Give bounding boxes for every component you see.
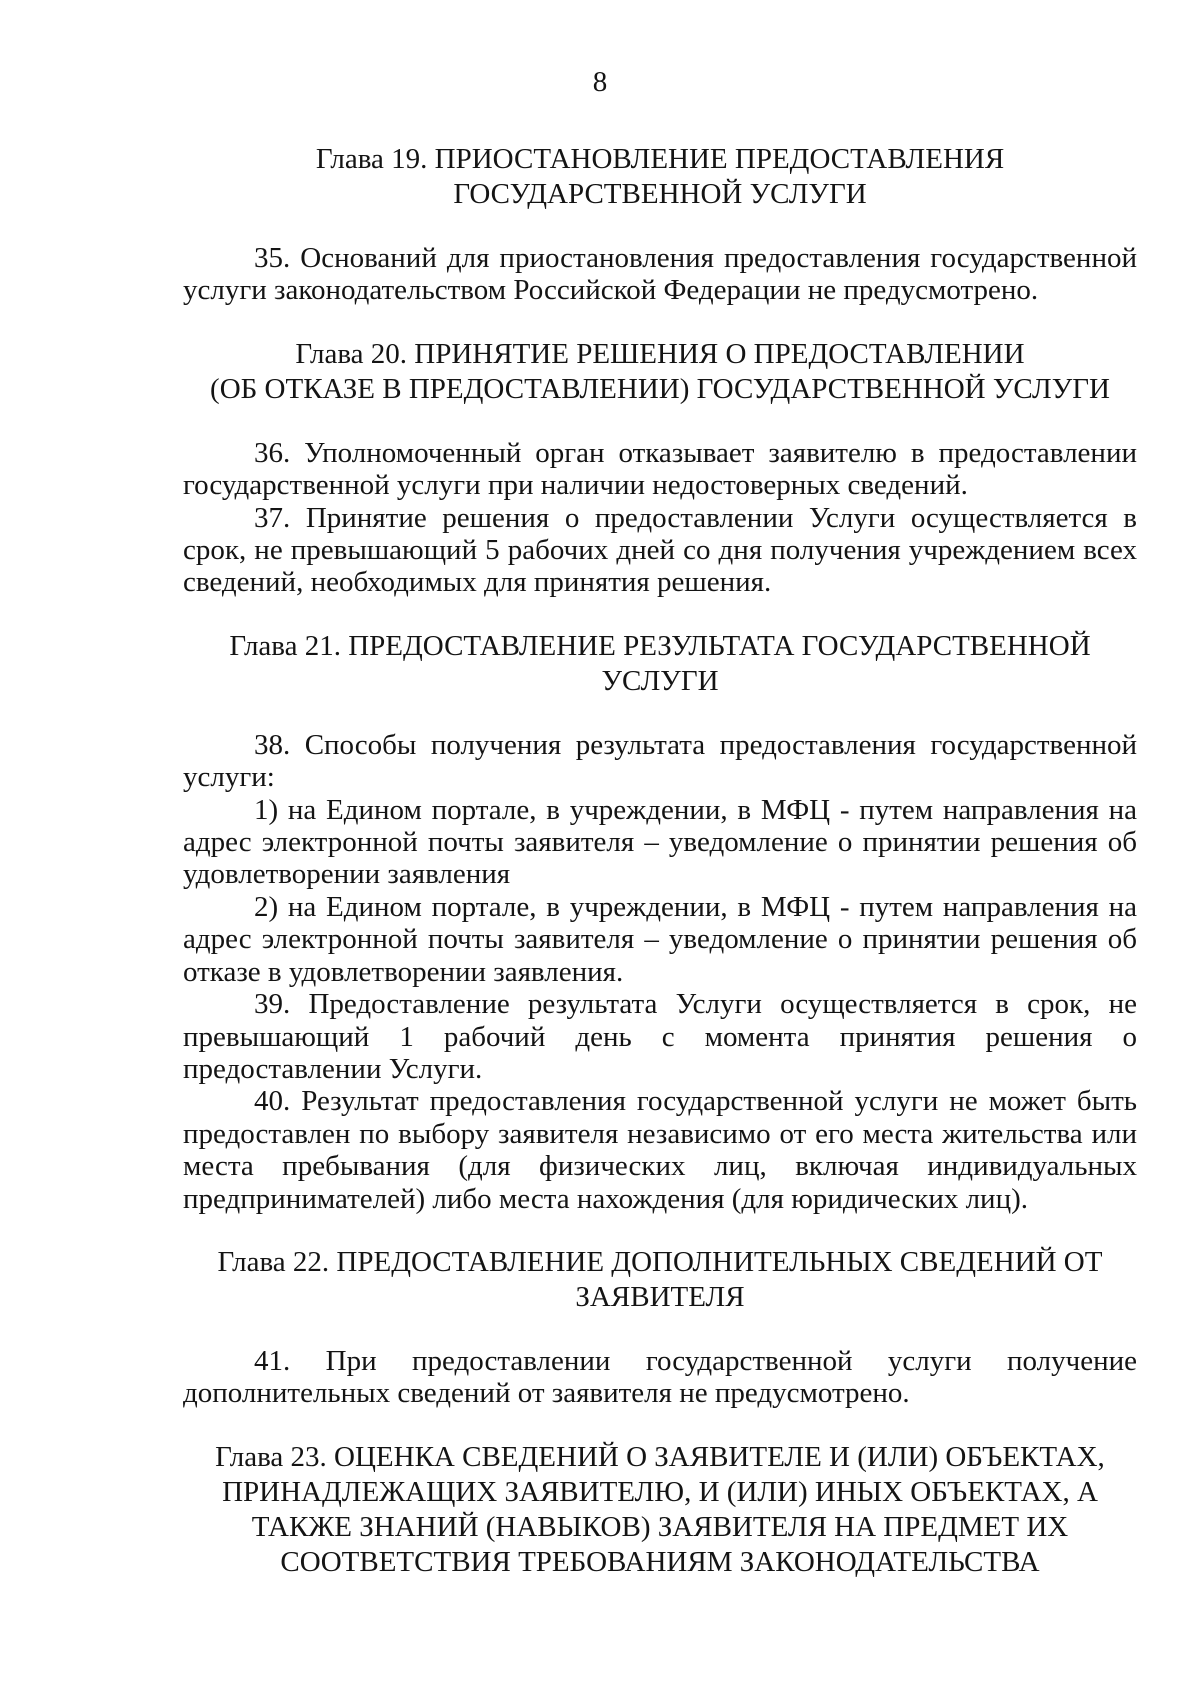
heading-line: ТАКЖЕ ЗНАНИЙ (НАВЫКОВ) ЗАЯВИТЕЛЯ НА ПРЕДМЕТ ИХ	[251, 1510, 1069, 1543]
heading-line: УСЛУГИ	[601, 664, 719, 697]
heading-line: Глава 22. ПРЕДОСТАВЛЕНИЕ ДОПОЛНИТЕЛЬНЫХ СВЕДЕНИЙ ОТ	[217, 1245, 1103, 1278]
paragraph-35: 35. Оснований для приостановления предоставления государственной услуги законодательством Российской Федерации не предусмотрено.	[183, 242, 1137, 307]
list-item-2: 2) на Едином портале, в учреждении, в МФЦ - путем направления на адрес электронной почты заявителя – уведомление о принятии решения об отказе в удовлетворении заявления.	[183, 890, 1137, 988]
chapter-19	[183, 142, 1137, 307]
paragraph-39: 39. Предоставление результата Услуги осуществляется в срок, не превышающий 1 рабочий день с момента принятия решения о предоставлении Услуги.	[183, 988, 1137, 1085]
chapter-22	[183, 1245, 1137, 1410]
chapter-heading	[183, 1245, 1137, 1315]
list-item-1: 1) на Едином портале, в учреждении, в МФЦ - путем направления на адрес электронной почты заявителя – уведомление о принятии решения об удовлетворении заявления	[183, 793, 1137, 891]
paragraph-41: 41. При предоставлении государственной услуги получение дополнительных сведений от заявителя не предусмотрено.	[183, 1344, 1137, 1410]
heading-line: ГОСУДАРСТВЕННОЙ УСЛУГИ	[453, 178, 867, 210]
paragraph-38: 38. Способы получения результата предоставления государственной услуги:	[183, 728, 1137, 794]
document-body	[183, 142, 1137, 1580]
chapter-23	[183, 1440, 1137, 1580]
chapter-20	[183, 337, 1137, 599]
heading-line: Глава 19. ПРИОСТАНОВЛЕНИЕ ПРЕДОСТАВЛЕНИЯ	[315, 143, 1005, 175]
heading-line: ЗАЯВИТЕЛЯ	[575, 1280, 745, 1313]
heading-line: Глава 21. ПРЕДОСТАВЛЕНИЕ РЕЗУЛЬТАТА ГОСУДАРСТВЕННОЙ	[229, 629, 1091, 662]
heading-line: ПРИНАДЛЕЖАЩИХ ЗАЯВИТЕЛЮ, И (ИЛИ) ИНЫХ ОБЪЕКТАХ, А	[222, 1475, 1098, 1508]
chapter-heading	[183, 337, 1137, 407]
paragraph-40: 40. Результат предоставления государственной услуги не может быть предоставлен по выбору заявителя независимо от его места жительства или места пребывания (для физических лиц, включая индивидуальных предпринимателей) либо места нахождения (для юридических лиц).	[183, 1085, 1137, 1215]
heading-line: СООТВЕТСТВИЯ ТРЕБОВАНИЯМ ЗАКОНОДАТЕЛЬСТВА	[280, 1545, 1040, 1578]
page-number: 8	[592, 66, 608, 98]
paragraph-37: 37. Принятие решения о предоставлении Услуги осуществляется в срок, не превышающий 5 рабочих дней со дня получения учреждением всех сведений, необходимых для принятия решения.	[183, 501, 1137, 599]
chapter-heading	[183, 142, 1137, 212]
chapter-heading	[183, 629, 1137, 699]
heading-line: Глава 20. ПРИНЯТИЕ РЕШЕНИЯ О ПРЕДОСТАВЛЕНИИ	[295, 337, 1025, 370]
paragraph-36: 36. Уполномоченный орган отказывает заявителю в предоставлении государственной услуги при наличии недостоверных сведений.	[183, 436, 1137, 502]
heading-line: (ОБ ОТКАЗЕ В ПРЕДОСТАВЛЕНИИ) ГОСУДАРСТВЕННОЙ УСЛУГИ	[210, 372, 1110, 405]
chapter-heading	[183, 1440, 1137, 1580]
chapter-21	[183, 629, 1137, 1215]
heading-line: Глава 23. ОЦЕНКА СВЕДЕНИЙ О ЗАЯВИТЕЛЕ И (ИЛИ) ОБЪЕКТАХ,	[215, 1440, 1105, 1473]
